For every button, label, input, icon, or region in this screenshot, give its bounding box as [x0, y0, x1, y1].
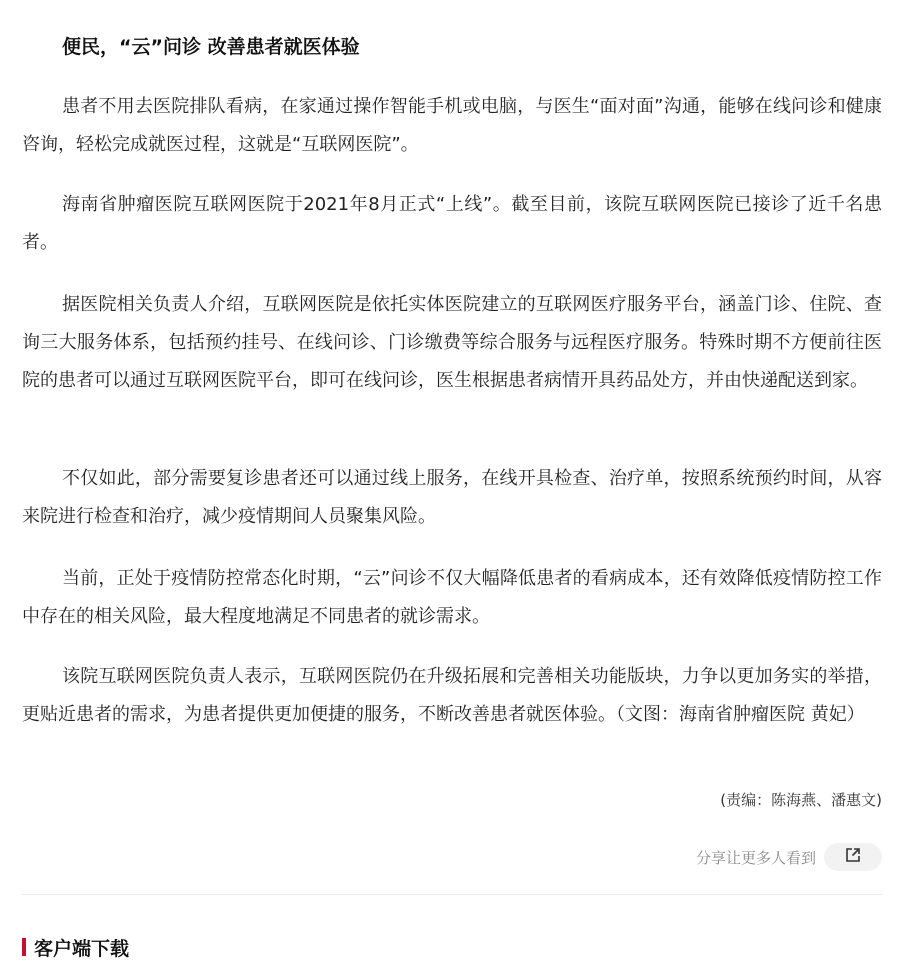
article-paragraph: 海南省肿瘤医院互联网医院于2021年8月正式“上线”。截至目前，该院互联网医院已接诊了近千名患者。 [22, 194, 882, 253]
article-paragraph: 据医院相关负责人介绍，互联网医院是依托实体医院建立的互联网医疗服务平台，涵盖门诊、住院、查询三大服务体系，包括预约挂号、在线问诊、门诊缴费等综合服务与远程医疗服务。特殊时期不方便前往医院的患者可以通过互联网医院平台，即可在线问诊，医生根据患者病情开具药品处方，并由快递配送到家。 [22, 294, 882, 391]
article-paragraph: 该院互联网医院负责人表示，互联网医院仍在升级拓展和完善相关功能版块，力争以更加务实的举措，更贴近患者的需求，为患者提供更加便捷的服务，不断改善患者就医体验。（文图：海南省肿瘤医院 黄妃） [22, 666, 882, 725]
share-button[interactable] [824, 843, 882, 871]
section-title: 便民，“云”问诊 改善患者就医体验 [62, 36, 360, 58]
article-paragraph: 患者不用去医院排队看病，在家通过操作智能手机或电脑，与医生“面对面”沟通，能够在线问诊和健康咨询，轻松完成就医过程，这就是“互联网医院”。 [22, 96, 882, 155]
share-icon [844, 846, 862, 868]
heading-accent-bar [22, 938, 26, 956]
client-download-heading [22, 934, 129, 960]
divider [22, 894, 882, 895]
share-row [696, 843, 882, 871]
share-label: 分享让更多人看到 [695, 848, 816, 867]
client-download-label: 客户端下载 [34, 937, 130, 960]
article-paragraph: 当前，正处于疫情防控常态化时期，“云”问诊不仅大幅降低患者的看病成本，还有效降低疫情防控工作中存在的相关风险，最大程度地满足不同患者的就诊需求。 [22, 568, 882, 627]
editor-credit: (责编：陈海燕、潘惠文) [720, 791, 882, 809]
article-paragraph: 不仅如此，部分需要复诊患者还可以通过线上服务，在线开具检查、治疗单，按照系统预约时间，从容来院进行检查和治疗，减少疫情期间人员聚集风险。 [22, 468, 882, 527]
